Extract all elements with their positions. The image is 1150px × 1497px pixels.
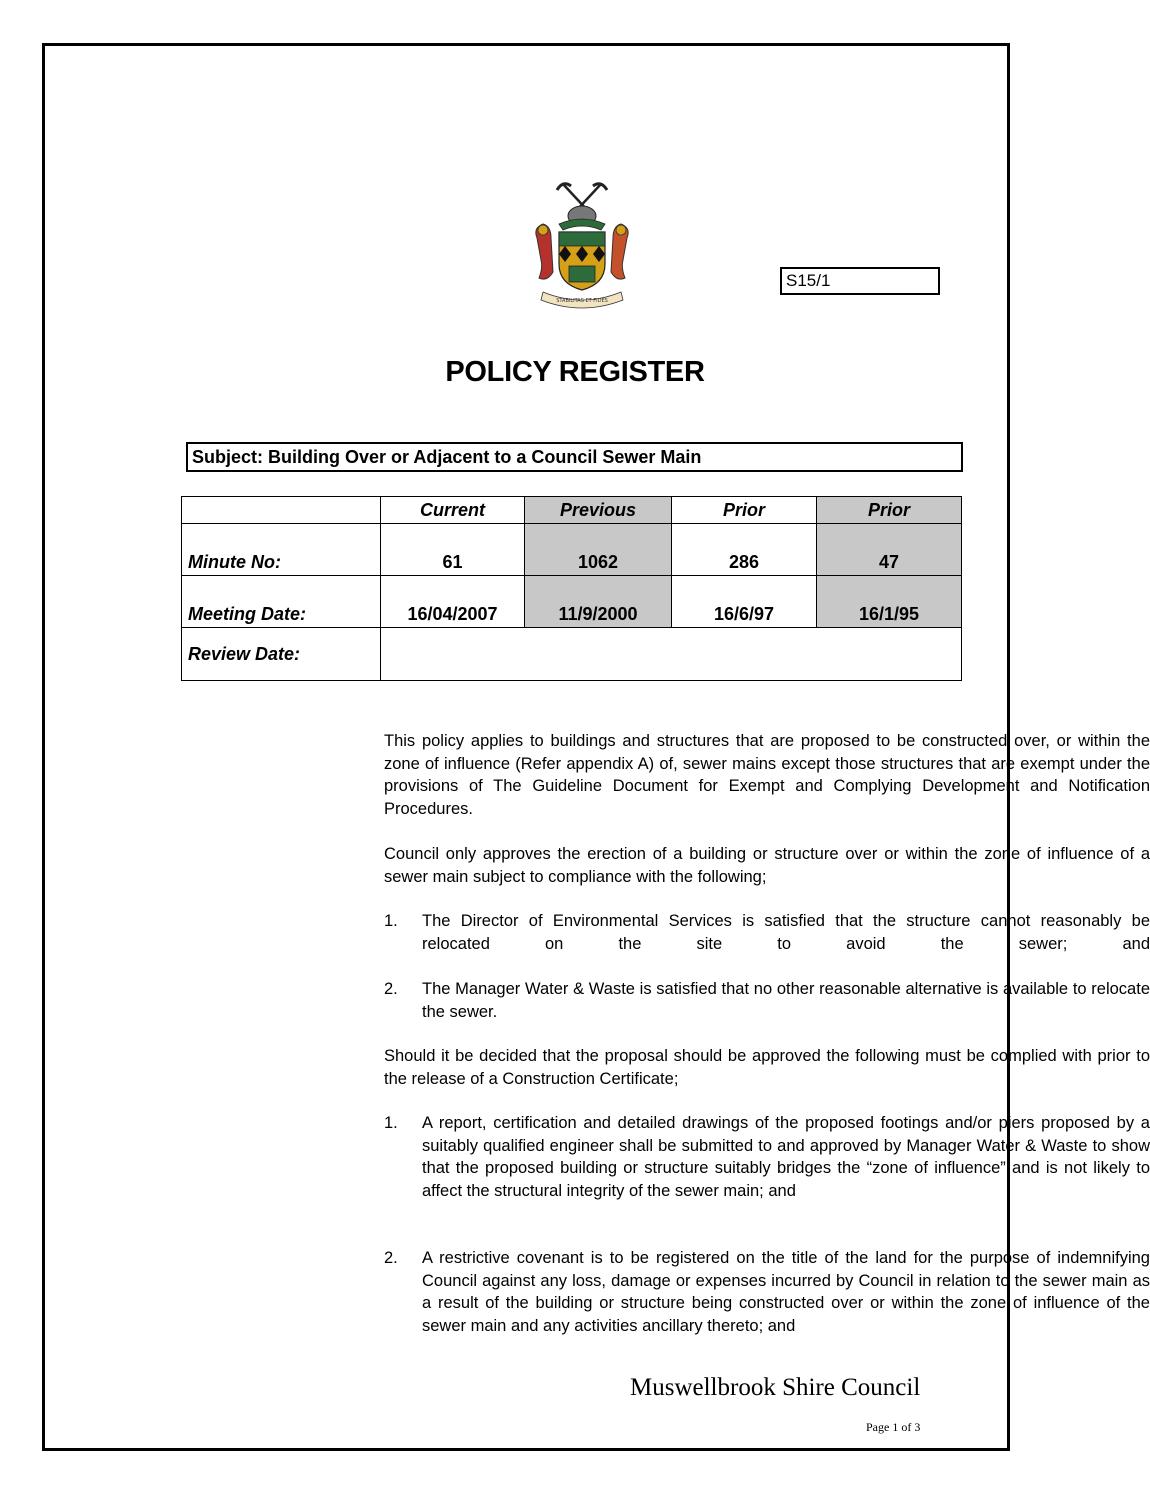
list-number: 1. — [384, 912, 398, 930]
page-number: Page 1 of 3 — [866, 1420, 921, 1434]
table-cell: 286 — [672, 524, 817, 576]
list-item — [384, 910, 1150, 955]
approval-intro-paragraph: Council only approves the erection of a building or structure over or within the zone of influence of a sewer main subject to compliance with the following; — [384, 845, 1150, 886]
table-header-cell: Prior — [817, 497, 962, 524]
list-text: The Director of Environmental Services is satisfied that the structure cannot reasonably be relocated on the site to avoid the sewer; and — [422, 912, 1150, 953]
table-row — [182, 628, 962, 681]
table-header-cell: Current — [381, 497, 525, 524]
list-text: A restrictive covenant is to be registered on the title of the land for the purpose of indemnifying Council against any loss, damage or expenses incurred by Council in relation to the sewer main as a result of the building or structure being constructed over or within the zone of influence of the sewer main and any activities ancillary thereto; and — [422, 1249, 1150, 1335]
table-cell: 16/6/97 — [672, 576, 817, 628]
list-item — [384, 1247, 1150, 1337]
table-header-cell — [182, 497, 381, 524]
table-header-row — [182, 497, 962, 524]
list-number: 1. — [384, 1114, 398, 1132]
list-text: A report, certification and detailed drawings of the proposed footings and/or piers proposed by a suitably qualified engineer shall be submitted to and approved by Manager Water & Waste to show that the proposed building or structure suitably bridges the “zone of influence” and is not likely to affect the structural integrity of the sewer main; and — [422, 1114, 1150, 1200]
policy-reference: S15/1 — [780, 267, 940, 295]
conditions-intro-paragraph: Should it be decided that the proposal should be approved the following must be complied with prior to the release of a Construction Certificate; — [384, 1047, 1150, 1088]
minutes-table — [181, 496, 962, 681]
list-text: The Manager Water & Waste is satisfied that no other reasonable alternative is available to relocate the sewer. — [422, 980, 1150, 1021]
row-label: Minute No: — [182, 524, 381, 576]
list-item — [384, 978, 1150, 1023]
page-title: POLICY REGISTER — [445, 356, 705, 388]
table-cell: 16/04/2007 — [381, 576, 525, 628]
row-label: Review Date: — [182, 628, 381, 681]
table-header-cell: Previous — [525, 497, 672, 524]
table-row — [182, 576, 962, 628]
row-label: Meeting Date: — [182, 576, 381, 628]
table-cell: 16/1/95 — [817, 576, 962, 628]
list-item — [384, 1112, 1150, 1202]
subject-line: Subject: Building Over or Adjacent to a Council Sewer Main — [186, 442, 963, 472]
table-header-cell: Prior — [672, 497, 817, 524]
intro-paragraph: This policy applies to buildings and structures that are proposed to be constructed over, or within the zone of influence (Refer appendix A) of, sewer mains except those structures that are exempt under the provisions of The Guideline Document for Exempt and Complying Development and Notification Procedures. — [384, 732, 1150, 818]
table-cell — [381, 628, 962, 681]
table-cell: 11/9/2000 — [525, 576, 672, 628]
crest-motto: STABILITAS ET FIDES — [556, 298, 608, 304]
council-name: Muswellbrook Shire Council — [630, 1374, 921, 1401]
table-cell: 1062 — [525, 524, 672, 576]
council-crest-logo — [529, 180, 635, 312]
list-number: 2. — [384, 1249, 398, 1267]
table-cell: 61 — [381, 524, 525, 576]
list-number: 2. — [384, 980, 398, 998]
table-row — [182, 524, 962, 576]
table-cell: 47 — [817, 524, 962, 576]
